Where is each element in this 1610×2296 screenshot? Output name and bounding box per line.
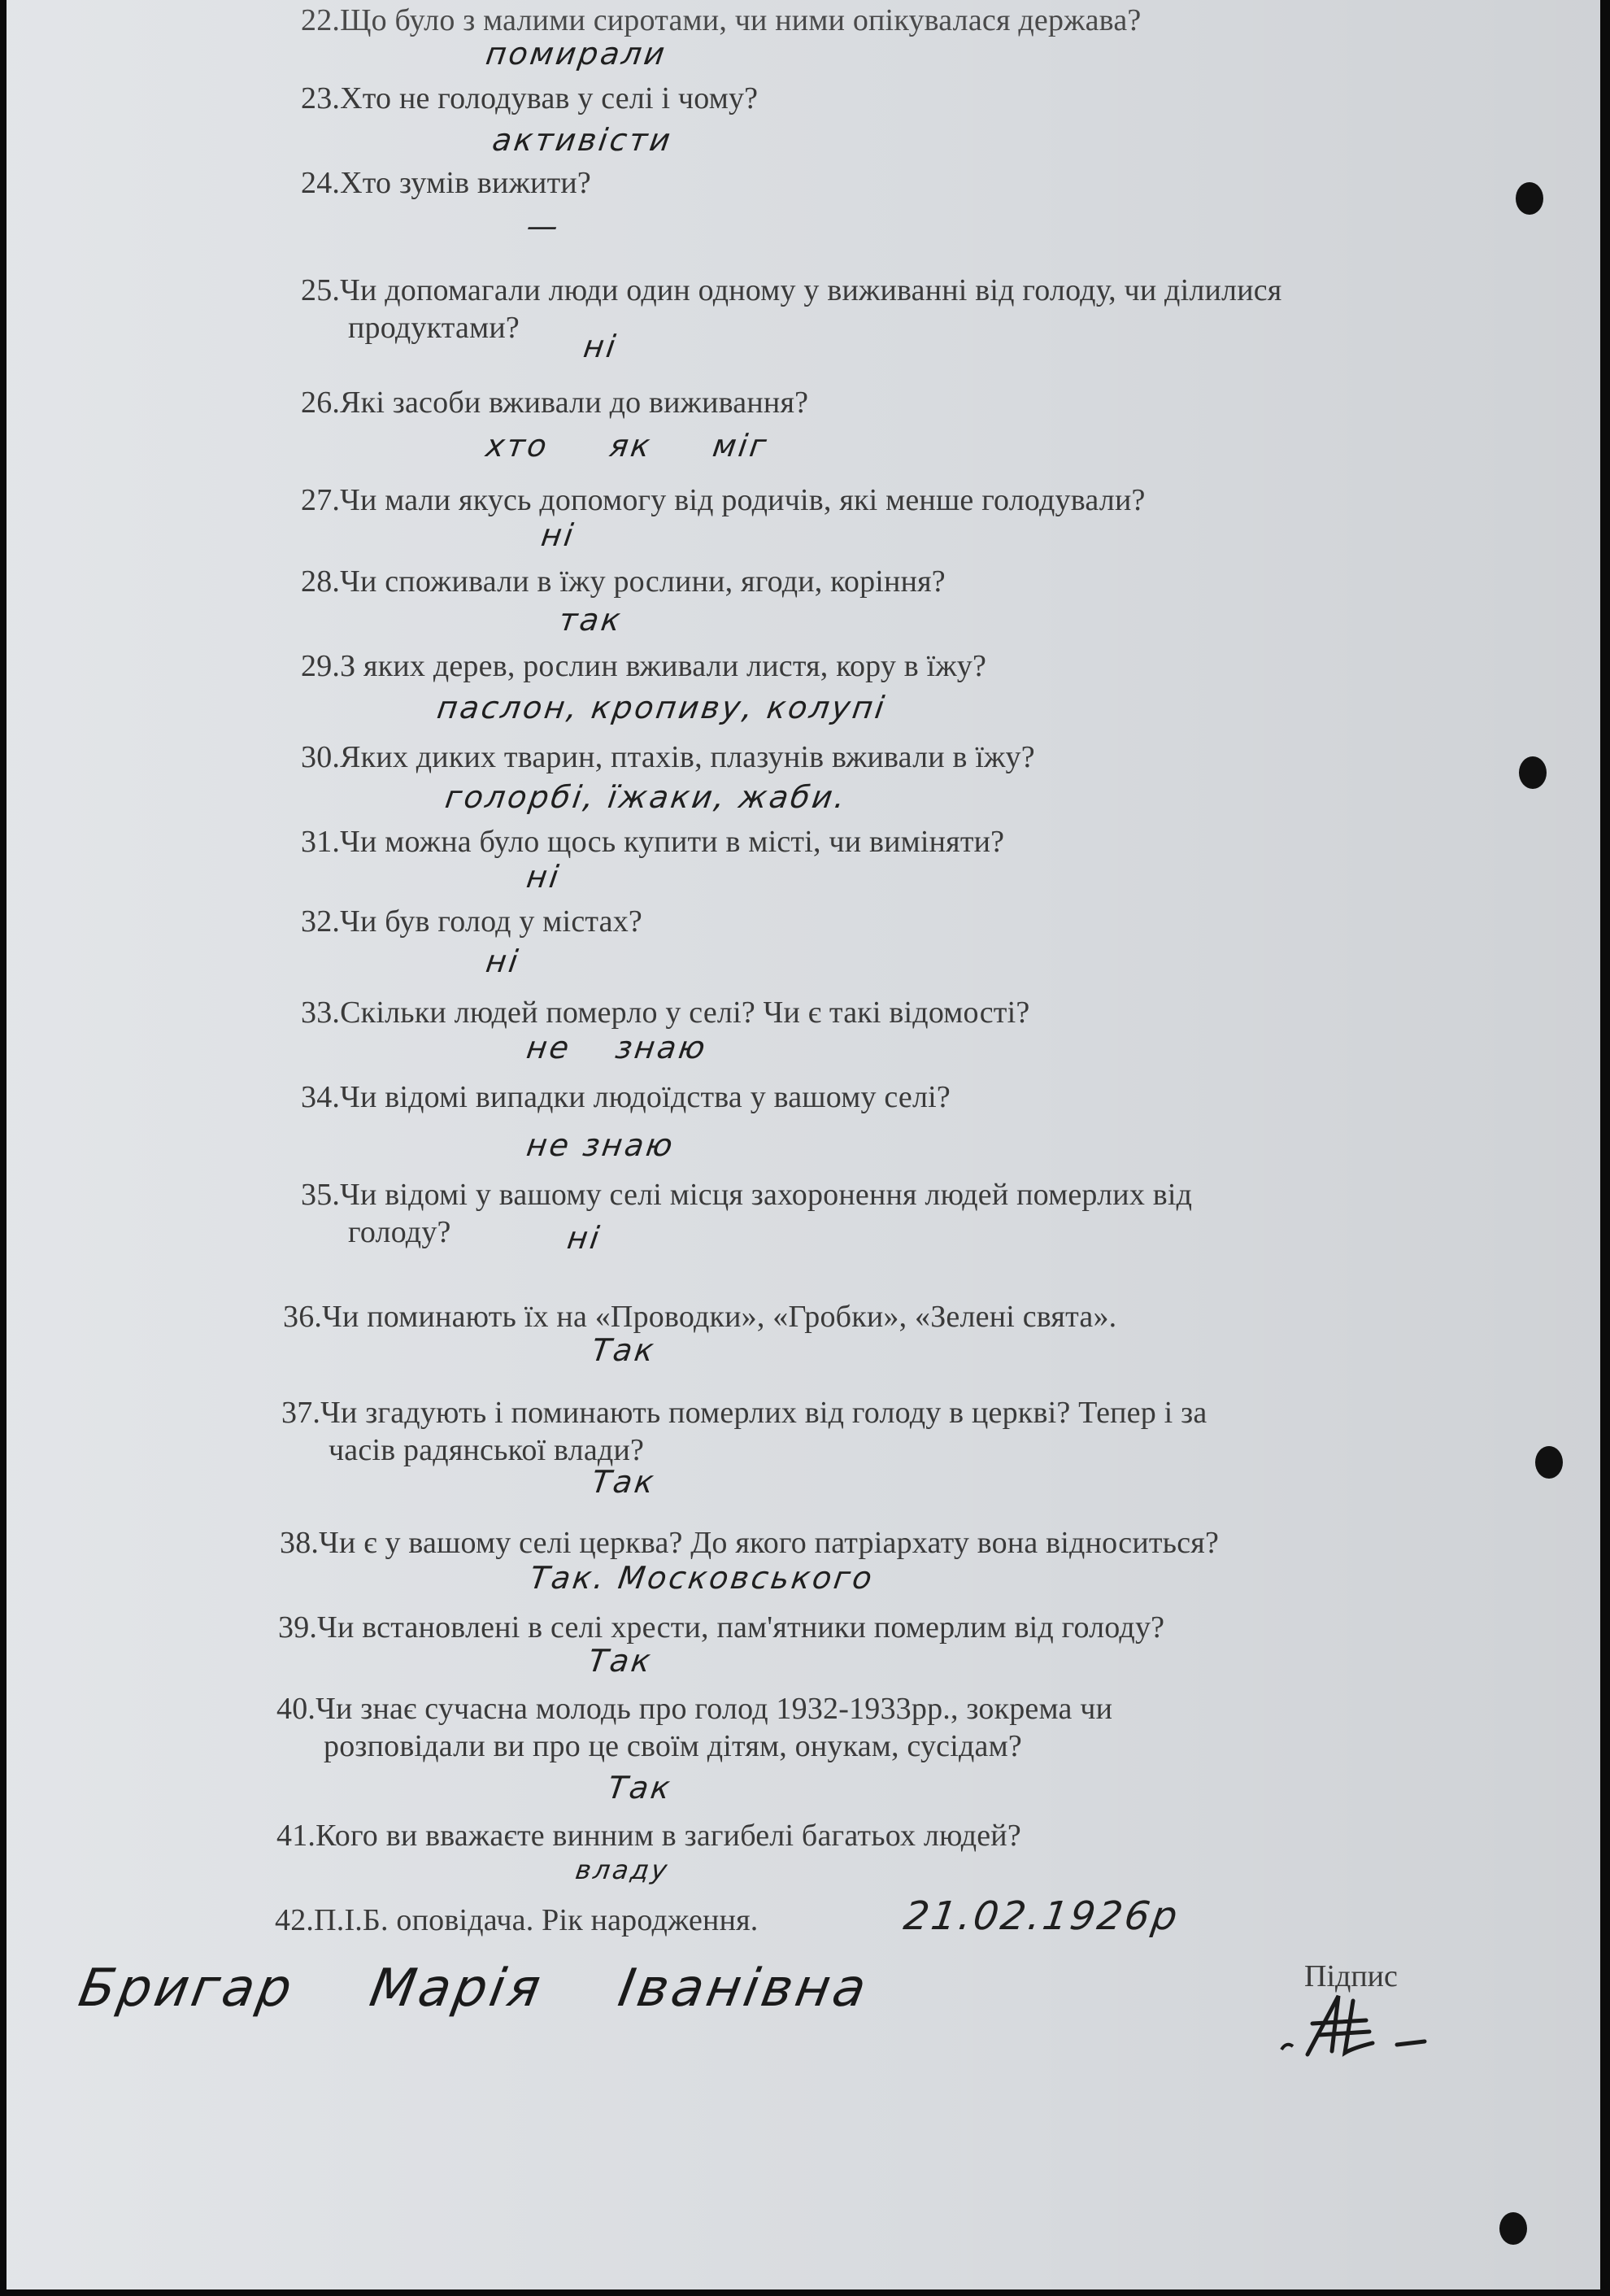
- question-41: 41.Кого ви вважаєте винним в загибелі багатьох людей?: [276, 1819, 1021, 1853]
- question-32: 32.Чи був голод у містах?: [301, 904, 642, 939]
- answer-31: ні: [524, 859, 564, 895]
- answer-23: активісти: [490, 122, 675, 158]
- question-30: 30.Яких диких тварин, птахів, плазунів вживали в їжу?: [301, 740, 1035, 774]
- question-23: 23.Хто не голодував у селі і чому?: [301, 81, 759, 115]
- punch-hole: [1519, 756, 1547, 789]
- question-28: 28.Чи споживали в їжу рослини, ягоди, коріння?: [301, 564, 946, 599]
- question-40: 40.Чи знає сучасна молодь про голод 1932-1933рр., зокрема чи розповідали ви про це своїм дітям, онукам, сусідам?: [276, 1692, 1113, 1763]
- signature-label: Підпис: [1304, 1959, 1398, 1993]
- answer-33: не знаю: [524, 1030, 710, 1065]
- question-26: 26.Які засоби вживали до виживання?: [301, 386, 809, 420]
- signature-mark: [1275, 1984, 1519, 2074]
- answer-32: ні: [483, 943, 523, 979]
- question-29: 29.З яких дерев, рослин вживали листя, кору в їжу?: [301, 649, 987, 683]
- answer-37: Так: [589, 1464, 659, 1500]
- answer-39: Так: [585, 1643, 655, 1679]
- narrator-name: Бригар Марія Іванівна: [74, 1958, 874, 2019]
- question-31: 31.Чи можна було щось купити в місті, чи виміняти?: [301, 825, 1005, 859]
- answer-41: владу: [573, 1854, 672, 1885]
- question-24: 24.Хто зумів вижити?: [301, 166, 591, 200]
- question-25: 25.Чи допомагали люди один одному у виживанні від голоду, чи ділилися продуктами?: [301, 273, 1282, 345]
- question-22: 22.Що було з малими сиротами, чи ними опікувалася держава?: [301, 3, 1142, 37]
- answer-40: Так: [605, 1770, 675, 1806]
- answer-25: ні: [581, 329, 620, 364]
- question-35: 35.Чи відомі у вашому селі місця захоронення людей померлих від голоду?: [301, 1178, 1193, 1249]
- birth-date: 21.02.1926р: [901, 1893, 1183, 1939]
- question-27: 27.Чи мали якусь допомогу від родичів, які менше голодували?: [301, 483, 1146, 517]
- answer-28: так: [556, 602, 625, 638]
- punch-hole: [1516, 182, 1543, 215]
- question-38: 38.Чи є у вашому селі церква? До якого патріархату вона відноситься?: [280, 1526, 1220, 1560]
- question-36: 36.Чи поминають їх на «Проводки», «Гробки», «Зелені свята».: [283, 1300, 1117, 1334]
- question-34: 34.Чи відомі випадки людоїдства у вашому селі?: [301, 1080, 951, 1114]
- question-42: 42.П.І.Б. оповідача. Рік народження.: [275, 1903, 759, 1937]
- answer-36: Так: [589, 1332, 659, 1368]
- punch-hole: [1499, 2212, 1527, 2245]
- question-37: 37.Чи згадують і поминають померлих від голоду в церкві? Тепер і за часів радянської влади?: [281, 1396, 1208, 1467]
- document-page: [7, 0, 1600, 2289]
- answer-34: не знаю: [524, 1127, 677, 1163]
- answer-27: ні: [538, 517, 578, 553]
- answer-24: —: [524, 208, 564, 244]
- answer-38: Так. Московського: [527, 1560, 877, 1596]
- punch-hole: [1535, 1446, 1563, 1479]
- answer-29: паслон, кропиву, колупі: [434, 690, 889, 725]
- question-33: 33.Скільки людей померло у селі? Чи є такі відомості?: [301, 996, 1030, 1030]
- answer-22: помирали: [483, 36, 669, 72]
- answer-35: ні: [564, 1220, 604, 1256]
- answer-26: хто як міг: [483, 428, 772, 464]
- question-39: 39.Чи встановлені в селі хрести, пам'ятники померлим від голоду?: [278, 1610, 1165, 1645]
- answer-30: голорбі, їжаки, жаби.: [442, 779, 850, 815]
